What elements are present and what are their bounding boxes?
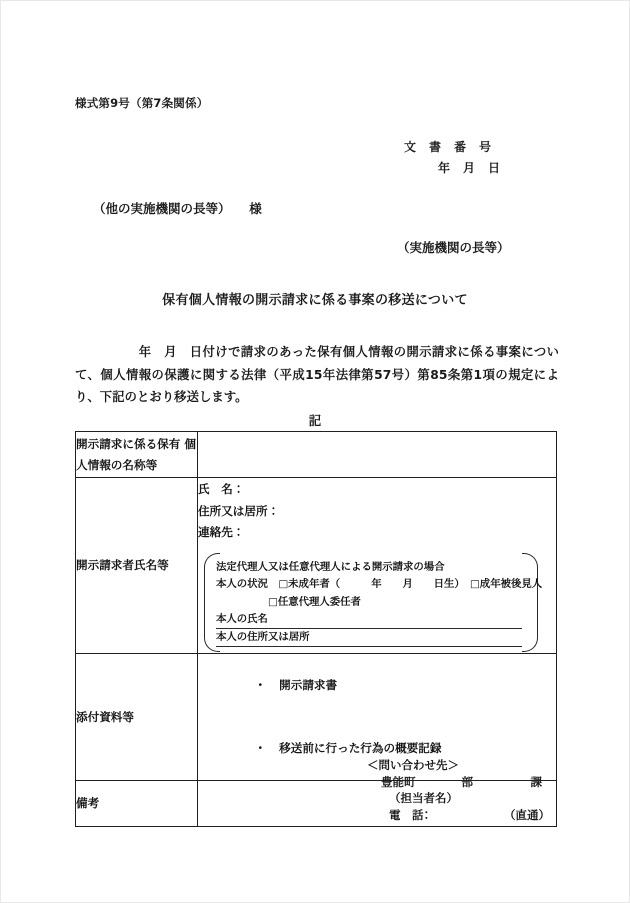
row-label-attachments: 添付資料等 [76, 654, 198, 781]
row-value-information-name[interactable] [198, 432, 557, 478]
contact-footer [367, 757, 550, 823]
addressee-line: （他の実施機関の長等） 様 [93, 201, 262, 216]
document-number-label: 文 書 番 号 [404, 140, 492, 154]
bullet-icon: ・ [254, 678, 267, 692]
ki-marker: 記 [308, 413, 322, 428]
contact-phone: 電 話： （直通） [389, 807, 550, 822]
sender-line: （実施機関の長等） [397, 240, 510, 255]
row-label-information-name: 開示請求に係る保有 個人情報の名称等 [76, 432, 198, 478]
agent-principal-address-field[interactable]: 本人の住所又は居所 [216, 629, 522, 647]
bullet-icon: ・ [254, 741, 267, 755]
field-contact: 連絡先： [198, 525, 245, 539]
agent-representative-box [204, 553, 543, 653]
attachment-item-label: 移送前に行った行為の概要記録 [279, 741, 442, 755]
contact-person: （担当者名） [389, 791, 458, 805]
row-label-remarks: 備考 [76, 781, 198, 827]
attachment-item [198, 654, 556, 717]
agent-box-heading: 法定代理人又は任意代理人による開示請求の場合 [216, 560, 445, 573]
row-value-requester-name[interactable] [198, 478, 557, 654]
table-row-information-name [76, 432, 557, 478]
agent-status-line[interactable]: 本人の状況 □未成年者（ 年 月 日生） □成年被後見人 [216, 578, 543, 590]
row-label-requester-name: 開示請求者氏名等 [76, 478, 198, 654]
page-title: 保有個人情報の開示請求に係る事案の移送について [162, 293, 468, 308]
agent-principal-name-field[interactable]: 本人の氏名 [216, 611, 522, 629]
agent-status-line-2[interactable]: □任意代理人委任者 [268, 595, 361, 608]
table-row-requester-name [76, 478, 557, 654]
document-date-label: 年 月 日 [438, 161, 501, 175]
field-name: 氏 名： [198, 482, 245, 496]
body-paragraph: 年 月 日付けで請求のあった保有個人情報の開示請求に係る事案について、個人情報の保護に関する法律（平成15年法律第57号）第85条第1項の規定により、下記のとおり移送します。 [75, 345, 559, 404]
attachment-item-label: 開示請求書 [279, 678, 338, 692]
contact-heading: ＜問い合わせ先＞ [367, 758, 459, 772]
field-address: 住所又は居所： [198, 503, 280, 518]
document-content [1, 1, 629, 902]
contact-office: 豊能町 部 課 [381, 774, 542, 789]
form-number: 様式第9号（第7条関係） [75, 96, 209, 110]
